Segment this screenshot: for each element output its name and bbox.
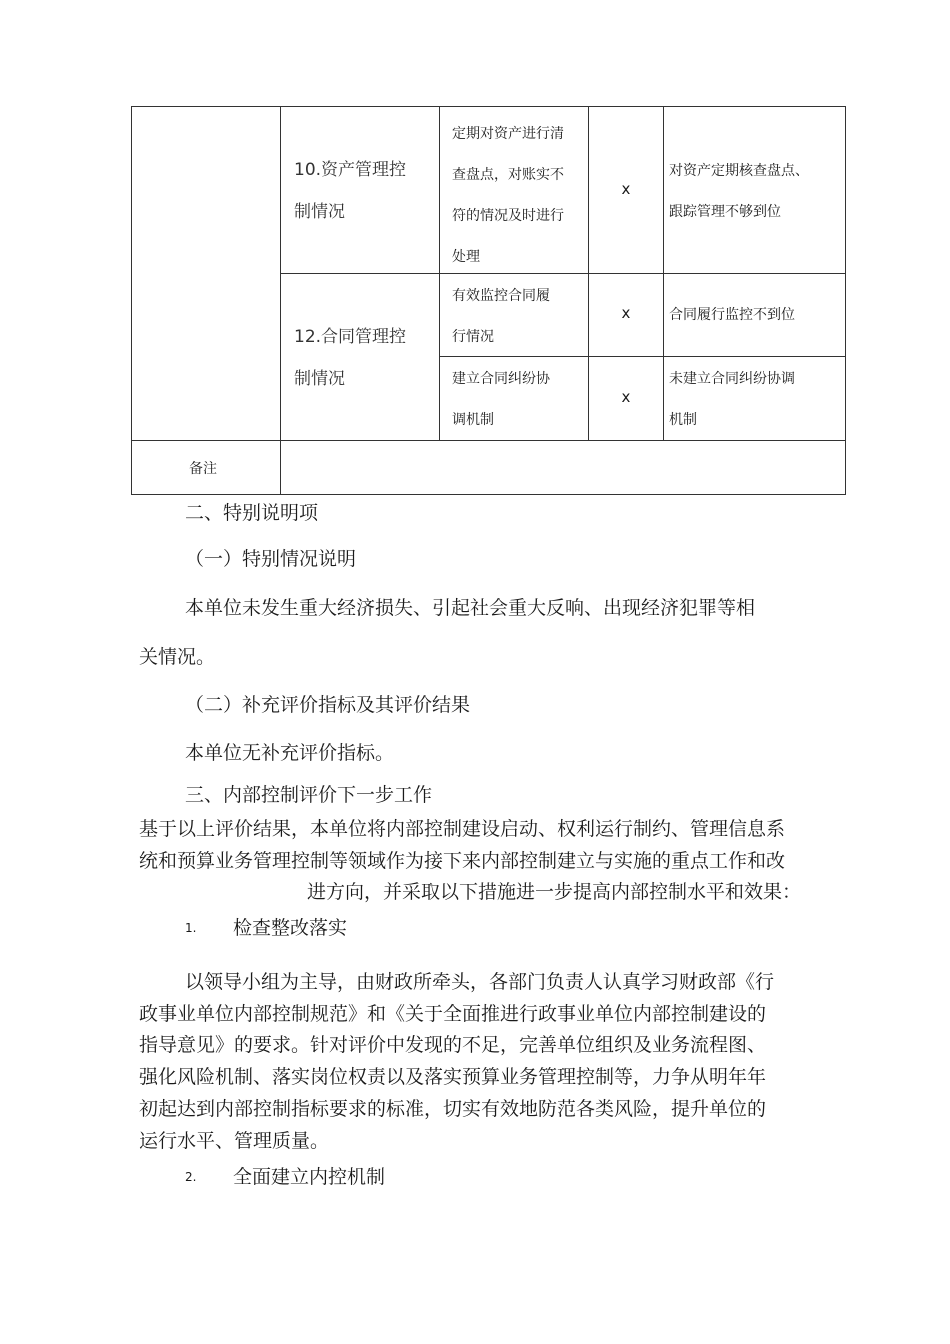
- paragraph-line: 本单位无补充评价指标。: [185, 742, 395, 764]
- subsection-heading: （一）特别情况说明: [185, 548, 357, 570]
- paragraph-line: 本单位未发生重大经济损失、引起社会重大反响、出现经济犯罪等相: [185, 597, 756, 619]
- table-requirement-cell: 有效监控合同履 行情况: [452, 288, 550, 345]
- table-border-left: [131, 106, 132, 495]
- paragraph-line: 运行水平、管理质量。: [139, 1130, 330, 1152]
- paragraph-line: 关情况。: [139, 646, 216, 668]
- table-issue-cell: 对资产定期核查盘点、 跟踪管理不够到位: [669, 163, 809, 220]
- list-item-title: 检查整改落实: [233, 917, 348, 939]
- list-number: 1.: [185, 921, 197, 935]
- table-divider: [280, 106, 281, 495]
- paragraph-line: 基于以上评价结果，本单位将内部控制建设启动、权利运行制约、管理信息系: [139, 818, 786, 840]
- paragraph-line: 进方向，并采取以下措施进一步提高内部控制水平和效果：: [307, 881, 802, 903]
- paragraph-line: 指导意见》的要求。针对评价中发现的不足，完善单位组织及业务流程图、: [139, 1034, 767, 1056]
- table-category-cell: 10.资产管理控 制情况: [294, 160, 407, 222]
- section-heading: 三、内部控制评价下一步工作: [185, 784, 433, 806]
- section-heading: 二、特别说明项: [185, 502, 319, 524]
- evaluation-table: [131, 106, 846, 495]
- remark-label: 备注: [189, 461, 217, 477]
- paragraph-line: 统和预算业务管理控制等领域作为接下来内部控制建立与实施的重点工作和改: [139, 850, 786, 872]
- list-item-title: 全面建立内控机制: [233, 1166, 386, 1188]
- table-mark: x: [621, 180, 631, 198]
- table-category-cell: 12.合同管理控 制情况: [294, 327, 407, 389]
- paragraph-line: 初起达到内部控制指标要求的标准，切实有效地防范各类风险，提升单位的: [139, 1098, 767, 1120]
- table-border-right: [845, 106, 846, 495]
- table-mark: x: [621, 304, 631, 322]
- table-mark: x: [621, 388, 631, 406]
- list-number: 2.: [185, 1170, 197, 1184]
- paragraph-line: 以领导小组为主导，由财政所牵头，各部门负责人认真学习财政部《行: [185, 971, 775, 993]
- table-border-bottom: [131, 494, 846, 495]
- paragraph-line: 政事业单位内部控制规范》和《关于全面推进行政事业单位内部控制建设的: [139, 1003, 767, 1025]
- table-requirement-cell: 定期对资产进行清 查盘点，对账实不 符的情况及时进行 处理: [452, 126, 564, 265]
- table-issue-cell: 未建立合同纠纷协调 机制: [669, 371, 795, 428]
- table-issue-cell: 合同履行监控不到位: [669, 307, 795, 323]
- paragraph-line: 强化风险机制、落实岗位权责以及落实预算业务管理控制等，力争从明年年: [139, 1066, 767, 1088]
- table-border-top: [131, 106, 846, 107]
- subsection-heading: （二）补充评价指标及其评价结果: [185, 694, 471, 716]
- table-requirement-cell: 建立合同纠纷协 调机制: [452, 371, 550, 428]
